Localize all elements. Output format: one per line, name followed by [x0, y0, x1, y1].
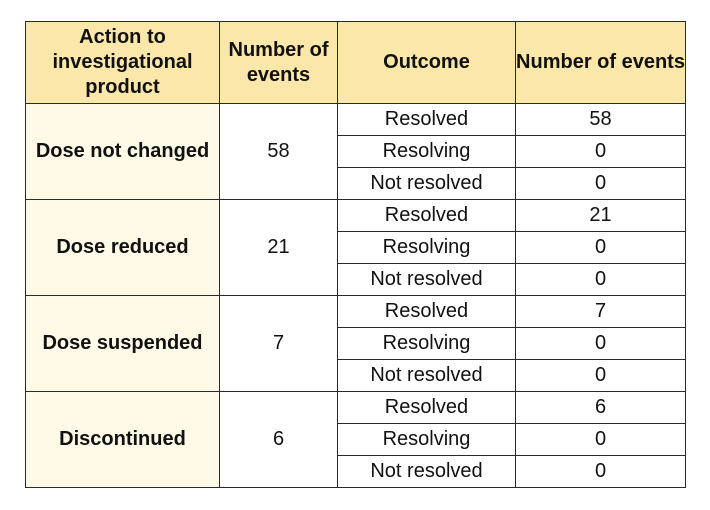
outcome-cell: Resolving — [338, 328, 516, 360]
action-cell: Dose reduced — [26, 200, 220, 296]
action-cell: Dose suspended — [26, 296, 220, 392]
outcome-cell: Not resolved — [338, 264, 516, 296]
outcome-cell: Resolved — [338, 104, 516, 136]
event-count-cell: 7 — [220, 296, 338, 392]
outcome-count-cell: 6 — [516, 392, 686, 424]
action-cell: Discontinued — [26, 392, 220, 488]
table-row — [26, 392, 686, 424]
event-count-cell: 58 — [220, 104, 338, 200]
header-outcome: Outcome — [338, 22, 516, 104]
outcome-cell: Not resolved — [338, 168, 516, 200]
table-row — [26, 200, 686, 232]
outcome-count-cell: 21 — [516, 200, 686, 232]
outcome-count-cell: 7 — [516, 296, 686, 328]
table-body — [26, 104, 686, 488]
header-count: Number of events — [220, 22, 338, 104]
outcome-count-cell: 0 — [516, 232, 686, 264]
table-header — [26, 22, 686, 104]
outcome-count-cell: 0 — [516, 424, 686, 456]
outcome-count-cell: 0 — [516, 168, 686, 200]
outcome-cell: Resolved — [338, 200, 516, 232]
outcome-cell: Resolving — [338, 424, 516, 456]
outcome-count-cell: 0 — [516, 328, 686, 360]
event-count-cell: 21 — [220, 200, 338, 296]
outcome-cell: Resolved — [338, 392, 516, 424]
table-row — [26, 296, 686, 328]
events-table — [25, 21, 686, 488]
event-count-cell: 6 — [220, 392, 338, 488]
header-action: Action to investigational product — [26, 22, 220, 104]
table-row — [26, 104, 686, 136]
outcome-cell: Not resolved — [338, 360, 516, 392]
outcome-count-cell: 0 — [516, 136, 686, 168]
action-cell: Dose not changed — [26, 104, 220, 200]
outcome-count-cell: 0 — [516, 360, 686, 392]
outcome-count-cell: 0 — [516, 264, 686, 296]
header-row — [26, 22, 686, 104]
outcome-cell: Not resolved — [338, 456, 516, 488]
header-outcome-count: Number of events — [516, 22, 686, 104]
outcome-cell: Resolving — [338, 232, 516, 264]
outcome-cell: Resolving — [338, 136, 516, 168]
outcome-count-cell: 58 — [516, 104, 686, 136]
outcome-cell: Resolved — [338, 296, 516, 328]
outcome-count-cell: 0 — [516, 456, 686, 488]
